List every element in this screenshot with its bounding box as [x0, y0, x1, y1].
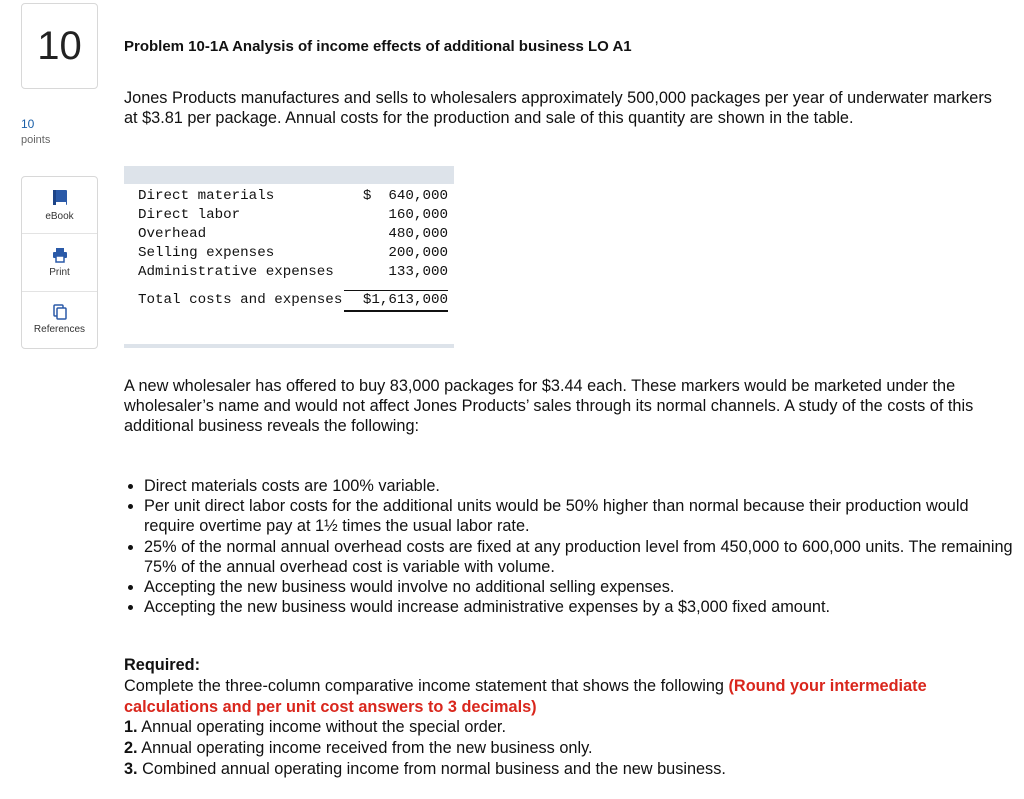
question-number-text: 10 [37, 23, 82, 68]
required-item [124, 759, 1004, 780]
total-label: Total costs and expenses [138, 291, 343, 308]
points-value: 10 [21, 117, 35, 131]
list-item: • Per unit direct labor costs for the additional units would be 50% higher than normal because their production would require overtime pay at 1½ times the usual labor rate. [144, 496, 1019, 536]
table-total-row [138, 291, 448, 312]
rounding-note: (Round your intermediate calculations and per unit cost answers to 3 decimals) [124, 676, 927, 716]
row-amount: 200,000 [388, 245, 448, 261]
references-label: References [33, 324, 86, 336]
table-bottom-band [124, 344, 454, 348]
table-top-band [124, 166, 454, 184]
ebook-button[interactable] [22, 177, 97, 234]
table-row [138, 187, 448, 206]
row-amount: 480,000 [388, 226, 448, 242]
row-label: Selling expenses [138, 245, 275, 261]
problem-title: Problem 10-1A Analysis of income effects of additional business LO A1 [124, 38, 632, 55]
cost-facts-list [124, 476, 1019, 617]
question-number [21, 3, 98, 89]
table-row [138, 244, 448, 263]
cost-table-container [124, 166, 454, 348]
row-label: Direct materials [138, 188, 275, 204]
row-label: Overhead [138, 226, 207, 242]
required-item-number: 2. [124, 739, 138, 758]
row-amount: 160,000 [388, 207, 448, 223]
required-instructions [124, 676, 1004, 718]
table-row [138, 225, 448, 244]
total-amount: $1,613,000 [344, 291, 448, 312]
offer-paragraph: A new wholesaler has offered to buy 83,000 packages for $3.44 each. These markers would be marketed under the wholesaler’s name and would not affect Jones Products’ sales through its normal channels. A study of the costs of this additional business reveals the following: [124, 377, 974, 435]
required-item-text: Annual operating income without the special order. [137, 718, 506, 737]
required-text: Complete the three-column comparative income statement that shows the following [124, 676, 729, 695]
required-item-text: Combined annual operating income from normal business and the new business. [137, 759, 726, 778]
book-icon [52, 189, 68, 207]
row-label: Administrative expenses [138, 264, 334, 280]
required-item-number: 1. [124, 718, 138, 737]
required-item-text: Annual operating income received from the new business only. [137, 739, 593, 758]
required-item [124, 717, 1004, 738]
list-item: • Direct materials costs are 100% variable. [144, 476, 1019, 496]
row-amount: $ 640,000 [362, 188, 448, 204]
ebook-label: eBook [45, 210, 74, 222]
required-section [124, 655, 1004, 780]
list-item: • 25% of the normal annual overhead costs are fixed at any production level from 450,000 to 600,000 units. The remaining 75% of the annual overhead cost is variable with volume. [144, 537, 1019, 577]
list-item: • Accepting the new business would increase administrative expenses by a $3,000 fixed amount. [144, 597, 1019, 617]
table-row [138, 263, 448, 291]
row-amount: 133,000 [388, 264, 448, 280]
required-heading: Required: [124, 656, 200, 674]
cost-table [138, 187, 448, 312]
print-button[interactable] [22, 234, 97, 291]
list-item: • Accepting the new business would involve no additional selling expenses. [144, 577, 1019, 597]
copy-icon [52, 304, 68, 320]
printer-icon [52, 247, 68, 263]
references-button[interactable] [22, 292, 97, 348]
required-item [124, 738, 1004, 759]
problem-intro: Jones Products manufactures and sells to wholesalers approximately 500,000 packages per year of underwater markers at $3.81 per package. Annual costs for the production and sale of this quantity are shown in the table. [124, 89, 992, 127]
row-label: Direct labor [138, 207, 241, 223]
table-row [138, 206, 448, 225]
print-label: Print [49, 266, 70, 278]
required-item-number: 3. [124, 759, 138, 778]
tools-panel [21, 176, 98, 349]
points-label: points [21, 134, 51, 146]
